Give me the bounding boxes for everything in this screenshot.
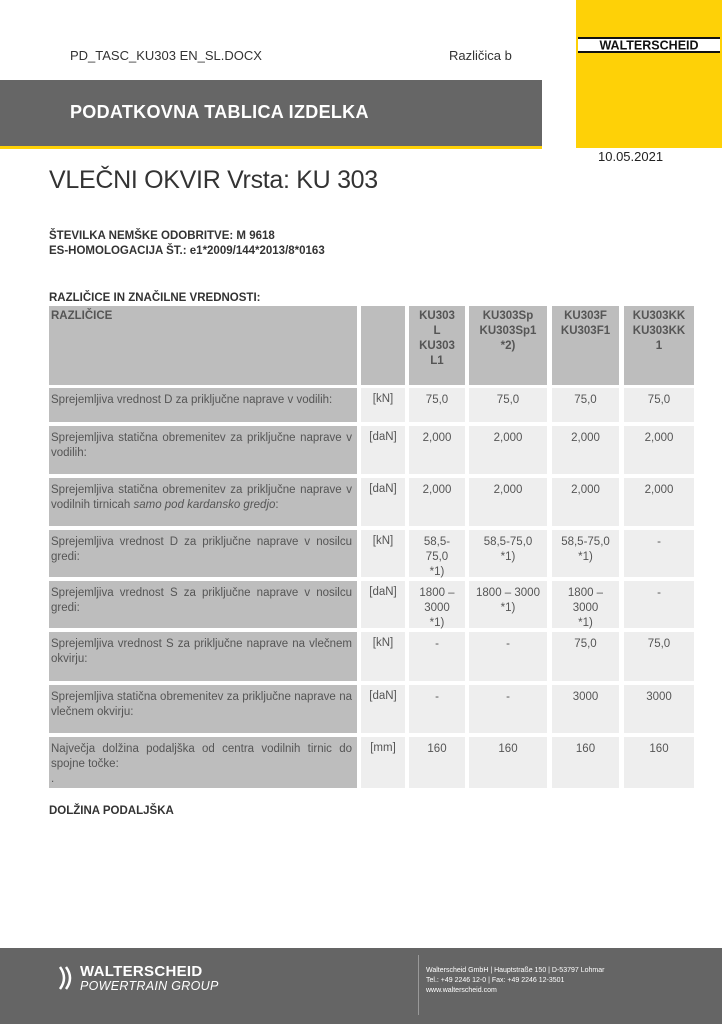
row-label-emphasis: samo pod kardansko gredjo	[133, 499, 276, 511]
row-label: Sprejemljiva statična obremenitev za priključne naprave na vlečnem okvirju:	[49, 685, 357, 733]
variant-header-4: KU303KK KU303KK 1	[624, 306, 694, 385]
banner-title: PODATKOVNA TABLICA IZDELKA	[70, 102, 369, 122]
footer-group: POWERTRAIN GROUP	[80, 979, 219, 993]
document-reference: PD_TASC_KU303 EN_SL.DOCX	[70, 48, 262, 63]
footer-address: Walterscheid GmbH | Hauptstraße 150 | D-53797 Lohmar	[426, 967, 605, 974]
row-value: 58,5- 75,0 *1)	[409, 530, 465, 577]
row-label	[49, 478, 357, 526]
row-value: 75,0	[409, 388, 465, 422]
row-label: Sprejemljiva vrednost D za priključne naprave v nosilcu gredi:	[49, 530, 357, 577]
row-value: -	[409, 632, 465, 681]
row-value: 2,000	[624, 478, 694, 526]
row-unit: [kN]	[361, 632, 405, 681]
row-unit: [daN]	[361, 478, 405, 526]
row-unit: [kN]	[361, 388, 405, 422]
version-label: Različica b	[449, 48, 512, 63]
row-value: 75,0	[469, 388, 547, 422]
row-label: Sprejemljiva vrednost S za priključne naprave v nosilcu gredi:	[49, 581, 357, 628]
approval-number: ŠTEVILKA NEMŠKE ODOBRITVE: M 9618	[49, 230, 275, 242]
row-value: 75,0	[624, 632, 694, 681]
row-unit: [daN]	[361, 581, 405, 628]
row-label: Sprejemljiva statična obremenitev za priključne naprave v vodilih:	[49, 426, 357, 474]
row-value: 2,000	[469, 426, 547, 474]
row-value: 2,000	[409, 426, 465, 474]
logo-text: WALTERSCHEID	[599, 38, 699, 53]
variant-header-1: KU303 L KU303 L1	[409, 306, 465, 385]
row-label: Največja dolžina podaljška od centra vodilnih tirnic do spojne točke: .	[49, 737, 357, 788]
row-unit: [daN]	[361, 426, 405, 474]
row-label: Sprejemljiva vrednost D za priključne naprave v vodilih:	[49, 388, 357, 422]
row-value: 1800 – 3000 *1)	[552, 581, 619, 628]
approval-block	[49, 229, 325, 259]
unit-header	[361, 306, 405, 385]
row-value: 58,5-75,0 *1)	[469, 530, 547, 577]
row-value: -	[624, 530, 694, 577]
row-value: 3000	[624, 685, 694, 733]
row-value: 2,000	[409, 478, 465, 526]
footer-web[interactable]: www.walterscheid.com	[426, 987, 497, 994]
footer-contact	[426, 966, 604, 996]
variants-header: RAZLIČICE	[49, 306, 357, 385]
row-value: 160	[469, 737, 547, 788]
document-date: 10.05.2021	[598, 149, 664, 164]
row-unit: [mm]	[361, 737, 405, 788]
row-value: 1800 – 3000 *1)	[409, 581, 465, 628]
row-value: -	[409, 685, 465, 733]
variant-header-3: KU303F KU303F1	[552, 306, 619, 385]
row-value: 2,000	[469, 478, 547, 526]
row-value: 2,000	[552, 478, 619, 526]
row-value: 75,0	[624, 388, 694, 422]
row-value: 75,0	[552, 632, 619, 681]
row-value: -	[469, 685, 547, 733]
row-value: 160	[409, 737, 465, 788]
footer-divider	[418, 955, 419, 1015]
walterscheid-logo	[578, 32, 720, 58]
row-label-suffix: :	[275, 499, 279, 511]
variants-heading: RAZLIČICE IN ZNAČILNE VREDNOSTI:	[49, 292, 261, 304]
row-value: 3000	[552, 685, 619, 733]
footer-brand: WALTERSCHEID	[80, 963, 203, 980]
row-value: 75,0	[552, 388, 619, 422]
footer-phone: Tel.: +49 2246 12-0 | Fax: +49 2246 12-3501	[426, 977, 565, 984]
row-value: 160	[624, 737, 694, 788]
brand-yellow-block	[576, 0, 722, 148]
extension-heading: DOLŽINA PODALJŠKA	[49, 805, 174, 817]
row-unit: [kN]	[361, 530, 405, 577]
row-value: 2,000	[624, 426, 694, 474]
page-title: VLEČNI OKVIR Vrsta: KU 303	[49, 166, 378, 194]
row-value: 2,000	[552, 426, 619, 474]
row-value: -	[469, 632, 547, 681]
row-value: 58,5-75,0 *1)	[552, 530, 619, 577]
variant-header-2: KU303Sp KU303Sp1 *2)	[469, 306, 547, 385]
homologation-number: ES-HOMOLOGACIJA ŠT.: e1*2009/144*2013/8*0163	[49, 245, 325, 257]
row-value: 160	[552, 737, 619, 788]
walterscheid-mark-icon	[58, 965, 74, 991]
row-value: -	[624, 581, 694, 628]
row-label: Sprejemljiva vrednost S za priključne naprave na vlečnem okvirju:	[49, 632, 357, 681]
row-value: 1800 – 3000 *1)	[469, 581, 547, 628]
row-label-text: Sprejemljiva statična obremenitev za priključne naprave v vodilnih tirnicah	[51, 484, 352, 511]
row-unit: [daN]	[361, 685, 405, 733]
